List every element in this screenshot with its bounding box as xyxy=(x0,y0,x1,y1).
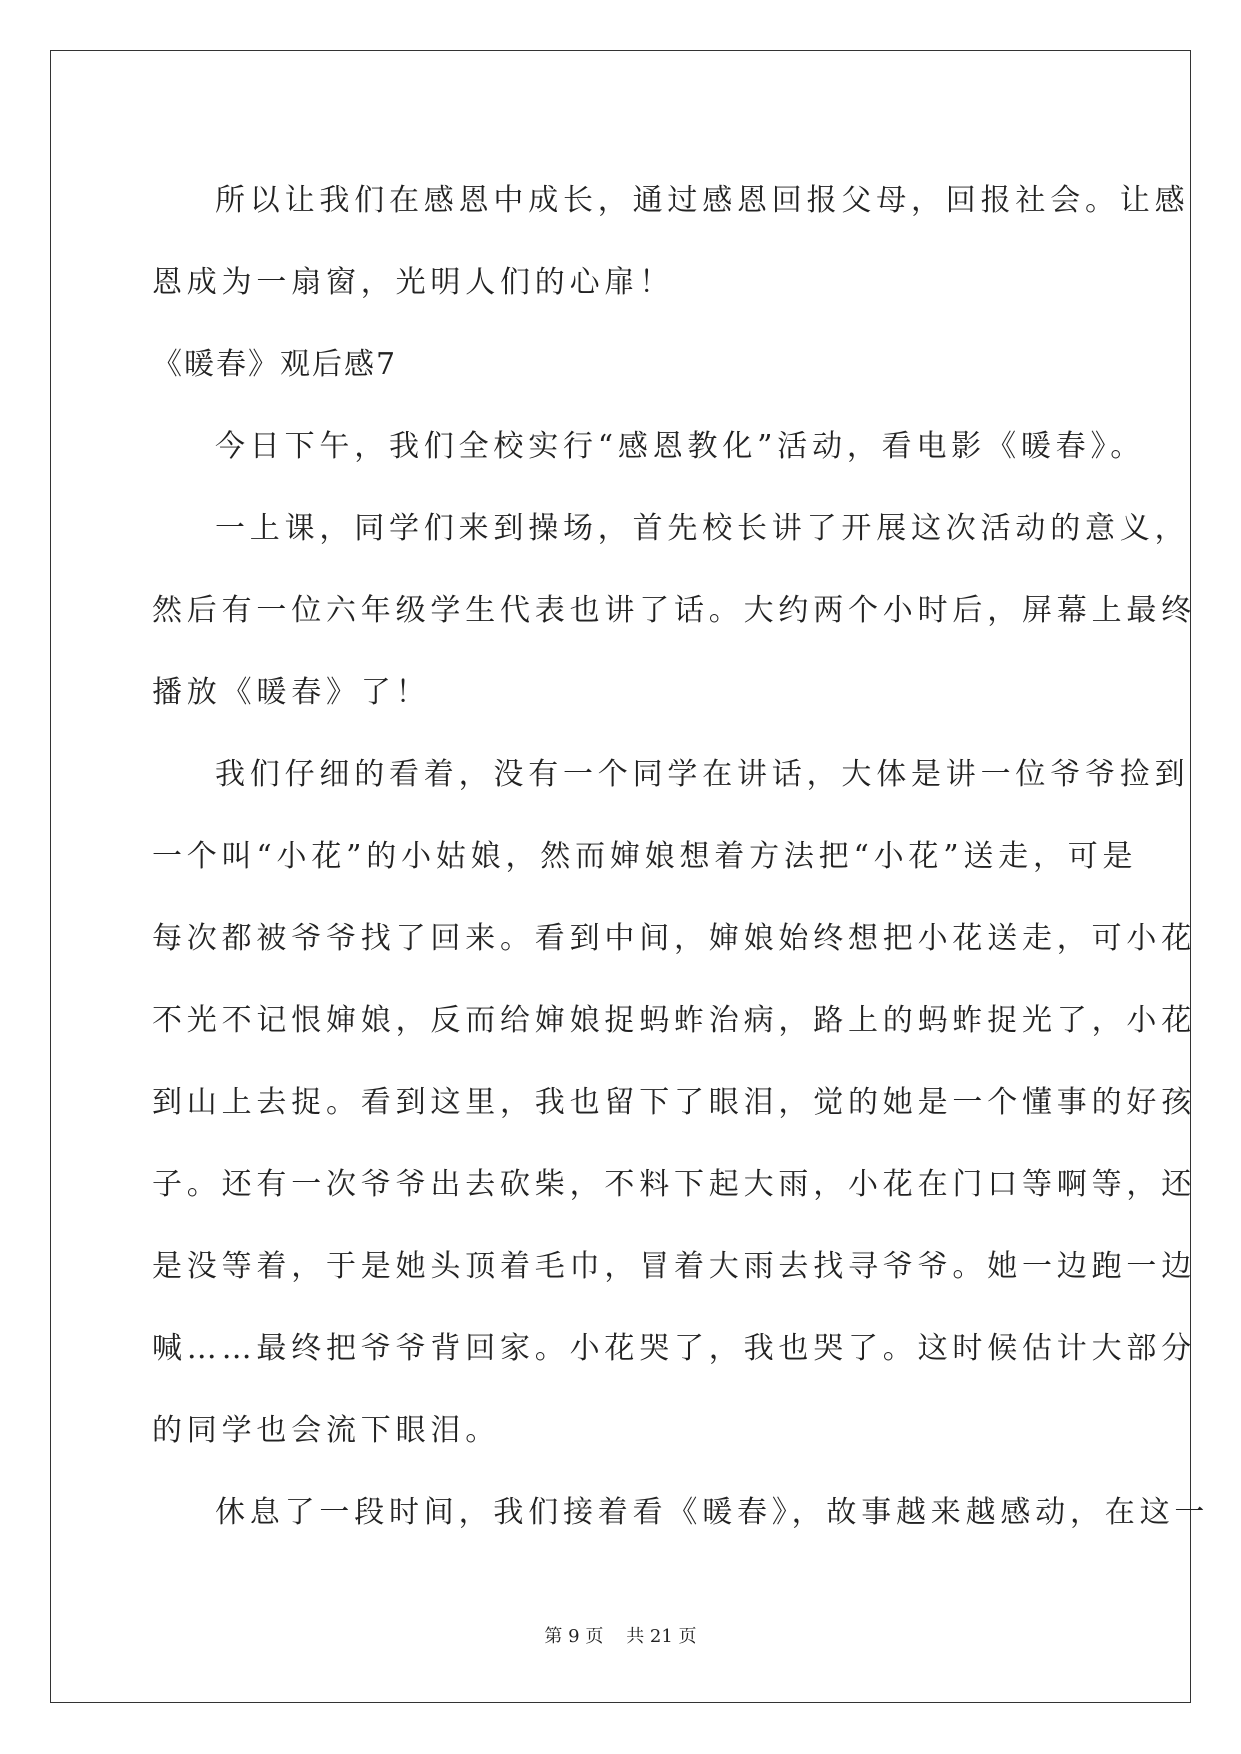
paragraph xyxy=(152,734,1196,1472)
text-line: 然后有一位六年级学生代表也讲了话。大约两个小时后，屏幕上最终 xyxy=(152,593,1196,628)
text-line: 子。还有一次爷爷出去砍柴，不料下起大雨，小花在门口等啊等，还 xyxy=(152,1167,1196,1202)
section-heading xyxy=(152,324,1090,406)
text-line: 喊……最终把爷爷背回家。小花哭了，我也哭了。这时候估计大部分 xyxy=(152,1331,1196,1366)
paragraph xyxy=(152,160,1190,324)
text-line: 所以让我们在感恩中成长，通过感恩回报父母，回报社会。让感 xyxy=(215,183,1190,218)
text-line: 恩成为一扇窗，光明人们的心扉！ xyxy=(152,265,674,300)
document-body xyxy=(152,160,1210,1554)
text-line: 的同学也会流下眼泪。 xyxy=(152,1413,500,1448)
page-number-footer: 第 9 页 共 21 页 xyxy=(544,1626,697,1647)
text-line: 休息了一段时间，我们接着看《暖春》，故事越来越感动，在这一 xyxy=(215,1495,1210,1530)
text-line: 不光不记恨婶娘，反而给婶娘捉蚂蚱治病，路上的蚂蚱捉光了，小花 xyxy=(152,1003,1196,1038)
text-line: 是没等着，于是她头顶着毛巾，冒着大雨去找寻爷爷。她一边跑一边 xyxy=(152,1249,1196,1284)
heading-text: 《暖春》观后感7 xyxy=(152,347,398,382)
paragraph xyxy=(152,406,1146,488)
text-line: 今日下午，我们全校实行“感恩教化”活动，看电影《暖春》。 xyxy=(215,429,1146,464)
text-line: 一上课，同学们来到操场，首先校长讲了开展这次活动的意义， xyxy=(215,511,1190,546)
paragraph xyxy=(152,1472,1210,1554)
text-line: 一个叫“小花”的小姑娘，然而婶娘想着方法把“小花”送走，可是 xyxy=(152,839,1138,874)
text-line: 到山上去捉。看到这里，我也留下了眼泪，觉的她是一个懂事的好孩 xyxy=(152,1085,1196,1120)
text-line: 每次都被爷爷找了回来。看到中间，婶娘始终想把小花送走，可小花 xyxy=(152,921,1196,956)
paragraph xyxy=(152,488,1196,734)
text-line: 我们仔细的看着，没有一个同学在讲话，大体是讲一位爷爷捡到 xyxy=(215,757,1190,792)
text-line: 播放《暖春》了！ xyxy=(152,675,431,710)
